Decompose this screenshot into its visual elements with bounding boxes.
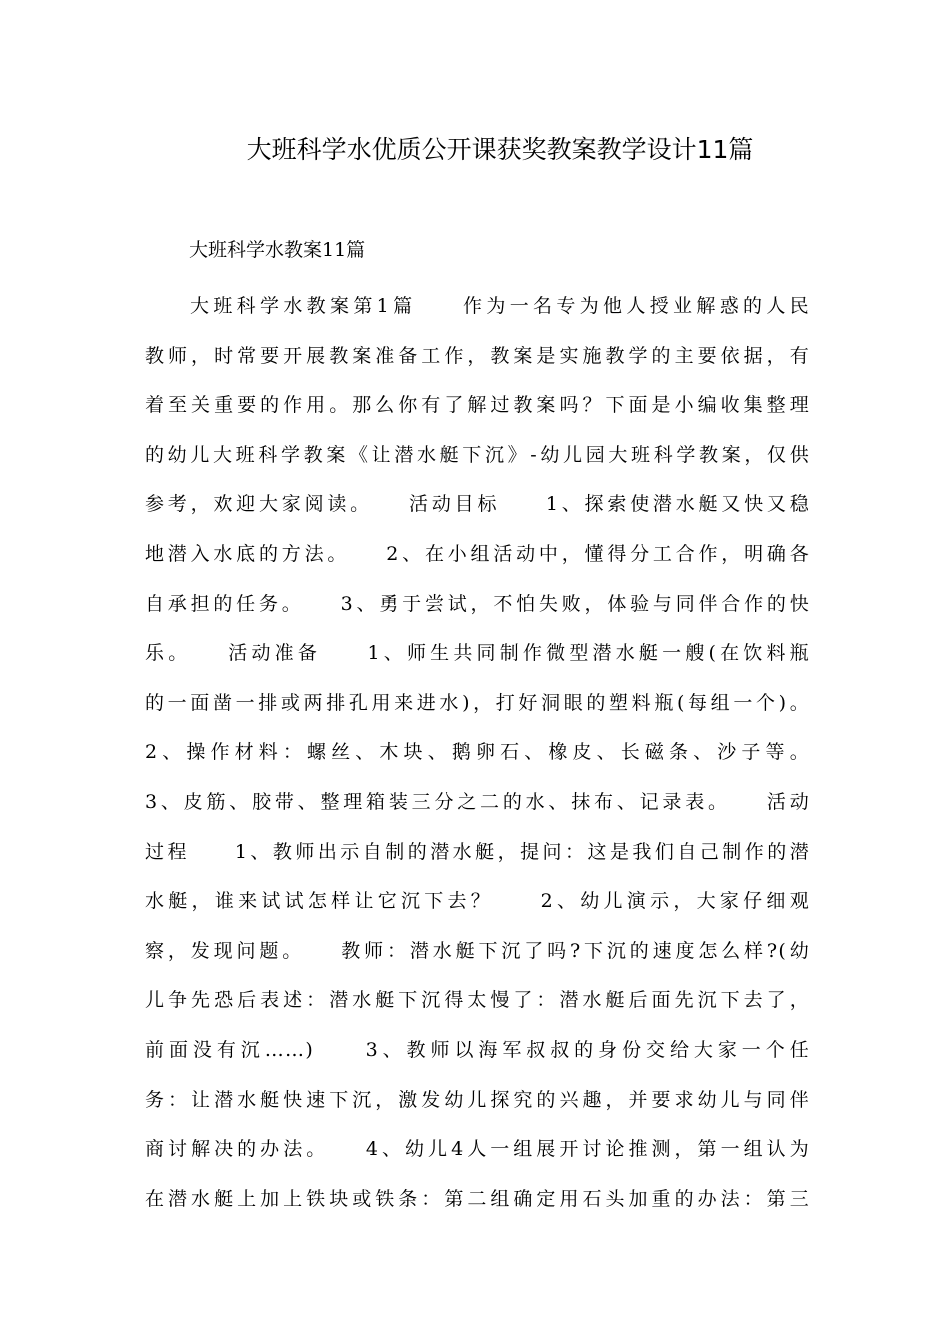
body-line: 水艇，谁来试试怎样让它沉下去？ 2、幼儿演示，大家仔细观 bbox=[145, 890, 810, 913]
body-line: 地潜入水底的方法。 2、在小组活动中，懂得分工合作，明确各 bbox=[145, 542, 810, 565]
body-line: 着至关重要的作用。那么你有了解过教案吗？下面是小编收集整理 bbox=[145, 394, 810, 417]
document-title: 大班科学水优质公开课获奖教案教学设计11篇 bbox=[246, 135, 754, 164]
body-line: 的一面凿一排或两排孔用来进水)，打好洞眼的塑料瓶(每组一个)。 bbox=[145, 691, 810, 714]
body-line: 的幼儿大班科学教案《让潜水艇下沉》-幼儿园大班科学教案，仅供 bbox=[145, 443, 810, 466]
body-line: 儿争先恐后表述：潜水艇下沉得太慢了：潜水艇后面先沉下去了， bbox=[145, 989, 810, 1012]
body-text bbox=[145, 282, 810, 1224]
body-line: 2、操作材料：螺丝、木块、鹅卵石、橡皮、长磁条、沙子等。 bbox=[145, 741, 810, 764]
body-line: 大班科学水教案第1篇 作为一名专为他人授业解惑的人民 bbox=[190, 295, 810, 317]
body-line: 在潜水艇上加上铁块或铁条：第二组确定用石头加重的办法：第三 bbox=[145, 1187, 810, 1210]
body-line: 务：让潜水艇快速下沉，激发幼儿探究的兴趣，并要求幼儿与同伴 bbox=[145, 1088, 810, 1111]
body-line: 过程 1、教师出示自制的潜水艇，提问：这是我们自己制作的潜 bbox=[145, 840, 810, 863]
body-line: 前面没有沉……) 3、教师以海军叔叔的身份交给大家一个任 bbox=[145, 1038, 810, 1061]
body-line: 3、皮筋、胶带、整理箱装三分之二的水、抹布、记录表。 活动 bbox=[145, 790, 810, 813]
body-line: 教师，时常要开展教案准备工作，教案是实施教学的主要依据，有 bbox=[145, 344, 810, 367]
body-line: 自承担的任务。 3、勇于尝试，不怕失败，体验与同伴合作的快 bbox=[145, 592, 810, 615]
body-line: 察，发现问题。 教师：潜水艇下沉了吗?下沉的速度怎么样?(幼 bbox=[145, 939, 810, 962]
document-subtitle: 大班科学水教案11篇 bbox=[189, 239, 366, 261]
body-line: 商讨解决的办法。 4、幼儿4人一组展开讨论推测，第一组认为 bbox=[145, 1138, 810, 1161]
body-line: 乐。 活动准备 1、师生共同制作微型潜水艇一艘(在饮料瓶 bbox=[145, 642, 810, 665]
body-line: 参考，欢迎大家阅读。 活动目标 1、探索使潜水艇又快又稳 bbox=[145, 493, 810, 516]
